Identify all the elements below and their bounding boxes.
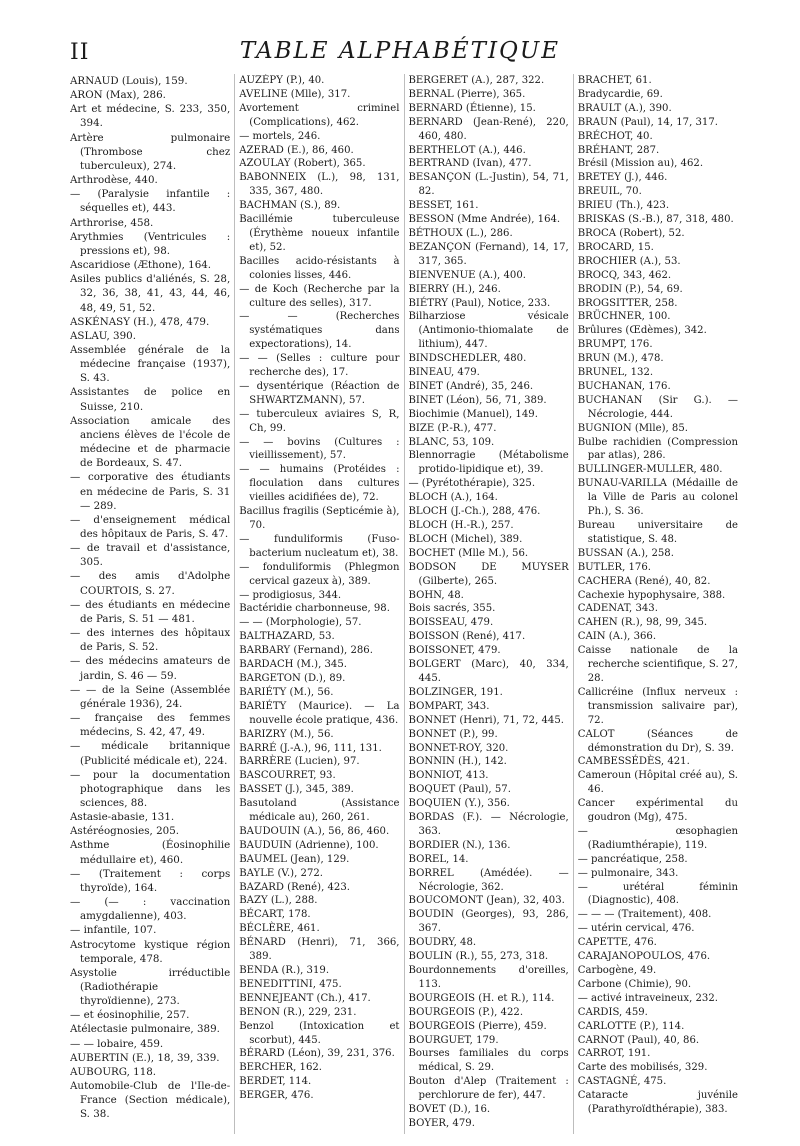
index-entry: BINDSCHEDLER, 480. bbox=[408, 353, 527, 365]
index-entry: Bacillémie tuberculeuse (Érythème noueux infantile et), 52. bbox=[239, 214, 400, 253]
index-entry: — pancréatique, 258. bbox=[577, 853, 688, 865]
index-entry: BONNET (P.), 99. bbox=[408, 728, 498, 740]
index-entry: Blennorragie (Métabolisme protido-lipidique et), 39. bbox=[408, 450, 569, 476]
index-entry: AUBERTIN (E.), 18, 39, 339. bbox=[70, 1051, 220, 1064]
index-entry: Asiles publics d'aliénés, S. 28, 32, 36, 38, 41, 43, 44, 46, 48, 49, 51, 52. bbox=[70, 273, 231, 314]
index-entry: Avortement criminel (Complications), 462. bbox=[239, 102, 400, 128]
index-entry: BEZANÇON (Fernand), 14, 17, 317, 365. bbox=[408, 241, 569, 267]
index-entry: — des amis d'Adolphe COURTOIS, S. 27. bbox=[70, 570, 231, 597]
index-entry: Bureau universitaire de statistique, S. 48. bbox=[577, 520, 738, 545]
index-entry: BROCARD, 15. bbox=[577, 241, 654, 253]
index-entry: — fonduliformis (Phlegmon cervical gazeux à), 389. bbox=[239, 561, 400, 587]
index-entry: ARON (Max), 286. bbox=[70, 89, 166, 102]
index-entry: BERNARD (Étienne), 15. bbox=[408, 102, 536, 114]
index-entry: CARROT, 191. bbox=[577, 1048, 651, 1060]
index-entry: BOISSEAU, 479. bbox=[408, 617, 494, 629]
index-entry: BÉTHOUX (L.), 286. bbox=[408, 227, 513, 239]
index-entry: Bactéridie charbonneuse, 98. bbox=[239, 603, 390, 615]
index-entry: — funduliformis (Fuso-bacterium nucleatum et), 38. bbox=[239, 533, 400, 559]
index-entry: BERNAL (Pierre), 365. bbox=[408, 88, 526, 100]
index-entry: BESANÇON (L.-Justin), 54, 71, 82. bbox=[408, 172, 569, 198]
index-entry: BAUMEL (Jean), 129. bbox=[239, 853, 350, 865]
index-entry: — (— : vaccination amygdalienne), 403. bbox=[70, 896, 231, 923]
index-entry: BINET (André), 35, 246. bbox=[408, 380, 534, 392]
index-entry: Cataracte juvénile (Parathyroïdthérapie), 383. bbox=[577, 1090, 738, 1116]
index-entry: CASTAGNÉ, 475. bbox=[577, 1076, 667, 1088]
index-entry: BOUDIN (Georges), 93, 286, 367. bbox=[408, 909, 569, 935]
index-entry: — (Traitement : corps thyroïde), 164. bbox=[70, 867, 231, 894]
index-entry: BRIEU (Th.), 423. bbox=[577, 200, 670, 212]
index-entry: Bois sacrés, 355. bbox=[408, 603, 496, 615]
index-entry: CARAJANOPOULOS, 476. bbox=[577, 951, 711, 963]
index-entry: BORDAS (F.). — Nécrologie, 363. bbox=[408, 812, 569, 837]
index-entry: BERTHELOT (A.), 446. bbox=[408, 144, 526, 156]
index-column-1 bbox=[70, 74, 230, 1134]
index-entry: BRAULT (A.), 390. bbox=[577, 102, 672, 114]
index-entry: — de travail et d'assistance, 305. bbox=[70, 542, 231, 569]
index-entry: Asystolie irréductible (Radiothérapie thyroïdienne), 273. bbox=[70, 966, 231, 1008]
index-column-3 bbox=[404, 74, 569, 1134]
index-entry: BARDACH (M.), 345. bbox=[239, 659, 347, 671]
index-entry: BESSON (Mme Andrée), 164. bbox=[408, 214, 561, 226]
index-entry: CAHEN (R.), 98, 99, 345. bbox=[577, 617, 708, 629]
index-entry: CAIN (A.), 366. bbox=[577, 631, 657, 643]
index-entry: Cameroun (Hôpital créé au), S. 46. bbox=[577, 770, 738, 796]
index-entry: CALOT (Séances de démonstration du Dr), S. 39. bbox=[577, 728, 738, 754]
index-entry: Bacilles acido-résistants à colonies lisses, 446. bbox=[239, 255, 400, 281]
index-entry: BLOCH (A.), 164. bbox=[408, 492, 498, 504]
index-entry: — — bovins (Cultures : vieillissement), 57. bbox=[239, 436, 400, 462]
index-entry: Bradycardie, 69. bbox=[577, 88, 663, 100]
index-entry: BAZARD (René), 423. bbox=[239, 881, 350, 893]
index-entry: Automobile-Club de l'Ile-de-France (Section médicale), S. 38. bbox=[70, 1080, 231, 1121]
index-entry: BODSON DE MUYSER (Gilberte), 265. bbox=[408, 561, 569, 587]
index-entry: BENDA (R.), 319. bbox=[239, 965, 330, 976]
index-entry: — — (Morphologie), 57. bbox=[239, 617, 362, 629]
index-entry: BOQUET (Paul), 57. bbox=[408, 784, 511, 796]
index-entry: BLOCH (J.-Ch.), 288, 476. bbox=[408, 506, 541, 518]
index-entry: Carte des mobilisés, 329. bbox=[577, 1062, 708, 1074]
index-entry: Arythmies (Ventricules : pressions et), 98. bbox=[70, 230, 231, 257]
index-entry: BASSET (J.), 345, 389. bbox=[239, 784, 354, 796]
index-entry: Carbogène, 49. bbox=[577, 965, 657, 976]
index-entry: Asthme (Éosinophilie médullaire et), 460. bbox=[70, 839, 231, 866]
index-entry: — française des femmes médecins, S. 42, 47, 49. bbox=[70, 712, 231, 739]
index-entry: Artère pulmonaire (Thrombose chez tuberculeux), 274. bbox=[70, 131, 231, 172]
index-entry: BÉNARD (Henri), 71, 366, 389. bbox=[239, 937, 400, 963]
index-entry: BARBARY (Fernand), 286. bbox=[239, 645, 373, 657]
index-entry: BREUIL, 70. bbox=[577, 186, 642, 198]
index-entry: Astasie-abasie, 131. bbox=[70, 811, 175, 824]
index-entry: — de Koch (Recherche par la culture des selles), 317. bbox=[239, 283, 400, 309]
index-entry: AZOULAY (Robert), 365. bbox=[239, 158, 366, 170]
index-entry: ASLAU, 390. bbox=[70, 329, 136, 342]
index-entry: Caisse nationale de la recherche scientifique, S. 27, 28. bbox=[577, 645, 738, 684]
index-entry: BOREL, 14. bbox=[408, 853, 469, 865]
index-entry: Brûlures (Œdèmes), 342. bbox=[577, 325, 707, 337]
index-entry: CACHERA (René), 40, 82. bbox=[577, 575, 711, 587]
index-entry: BOUDRY, 48. bbox=[408, 937, 477, 949]
index-entry: BUGNION (Mlle), 85. bbox=[577, 422, 688, 434]
index-entry: — — — (Traitement), 408. bbox=[577, 909, 712, 921]
index-entry: BOMPART, 343. bbox=[408, 700, 490, 712]
index-entry: — — humains (Protéides : floculation dans cultures vieilles acidifiées de), 72. bbox=[239, 464, 400, 504]
index-entry: Bulbe rachidien (Compression par atlas), 286. bbox=[577, 436, 738, 462]
index-entry: BINEAU, 479. bbox=[408, 367, 480, 379]
index-entry: Assistantes de police en Suisse, 210. bbox=[70, 386, 231, 413]
index-entry: BORREL (Amédée). — Nécrologie, 362. bbox=[408, 867, 569, 893]
index-entry: BRETEY (J.), 446. bbox=[577, 172, 668, 184]
index-entry: BARIZRY (M.), 56. bbox=[239, 728, 334, 740]
index-entry: Astrocytome kystique région temporale, 478. bbox=[70, 938, 231, 965]
index-entry: CARNOT (Paul), 40, 86. bbox=[577, 1034, 700, 1046]
index-entry: Arthrorise, 458. bbox=[70, 216, 154, 229]
index-entry: — œsophagien (Radiumthérapie), 119. bbox=[577, 825, 738, 851]
index-entry: BRUN (M.), 478. bbox=[577, 353, 664, 365]
index-entry: CARLOTTE (P.), 114. bbox=[577, 1020, 685, 1032]
index-entry: BAUDOUIN (A.), 56, 86, 460. bbox=[239, 825, 390, 837]
index-entry: Basutoland (Assistance médicale au), 260, 261. bbox=[239, 798, 400, 824]
index-entry: BIZE (P.-R.), 477. bbox=[408, 422, 497, 434]
index-entry: BRÜCHNER, 100. bbox=[577, 311, 671, 323]
index-entry: BOQUIEN (Y.), 356. bbox=[408, 798, 510, 810]
index-entry: CAPETTE, 476. bbox=[577, 937, 657, 949]
index-entry: BAZY (L.), 288. bbox=[239, 895, 318, 907]
index-entry: BERGER, 476. bbox=[239, 1090, 314, 1102]
index-entry: BUNAU-VARILLA (Médaille de la Ville de Paris au colonel Ph.), S. 36. bbox=[577, 478, 738, 518]
index-entry: BENEDITTINI, 475. bbox=[239, 978, 342, 990]
index-entry: BOULIN (R.), 55, 273, 318. bbox=[408, 951, 549, 963]
index-entry: Art et médecine, S. 233, 350, 394. bbox=[70, 103, 231, 130]
running-head-title: TABLE ALPHABÉTIQUE bbox=[239, 38, 561, 64]
index-entry: — prodigiosus, 344. bbox=[239, 589, 342, 601]
index-entry: AZERAD (E.), 86, 460. bbox=[239, 144, 354, 156]
index-entry: BONNET-ROY, 320. bbox=[408, 742, 509, 754]
index-entry: Biochimie (Manuel), 149. bbox=[408, 408, 538, 420]
index-entry: — médicale britannique (Publicité médicale et), 224. bbox=[70, 740, 231, 767]
index-entry: BOLZINGER, 191. bbox=[408, 686, 503, 698]
index-entry: BROCA (Robert), 52. bbox=[577, 227, 685, 239]
index-entry: BIERRY (H.), 246. bbox=[408, 283, 501, 295]
index-entry: BONNET (Henri), 71, 72, 445. bbox=[408, 714, 564, 726]
index-entry: — tuberculeux aviaires S, R, Ch, 99. bbox=[239, 408, 400, 434]
index-entry: Atélectasie pulmonaire, 389. bbox=[70, 1023, 220, 1036]
index-entry: Callicréine (Influx nerveux : transmission salivaire par), 72. bbox=[577, 686, 738, 726]
index-entry: Astéréognosies, 205. bbox=[70, 825, 180, 838]
index-entry: Arthrodèse, 440. bbox=[70, 174, 158, 187]
index-entry: BRUNEL, 132. bbox=[577, 367, 654, 379]
index-entry: Bilharziose vésicale (Antimonio-thiomalate de lithium), 447. bbox=[408, 311, 569, 351]
index-column-4 bbox=[573, 74, 738, 1134]
index-entry: BOISSONET, 479. bbox=[408, 645, 501, 657]
index-columns bbox=[70, 74, 738, 1134]
index-entry: — des étudiants en médecine de Paris, S. 51 — 481. bbox=[70, 598, 231, 625]
index-entry: BORDIER (N.), 136. bbox=[408, 839, 511, 851]
index-entry: Bouton d'Alep (Traitement : perchlorure de fer), 447. bbox=[408, 1076, 569, 1102]
index-entry: — dysentérique (Réaction de SHWARTZMANN), 57. bbox=[239, 380, 400, 406]
index-entry: — des médecins amateurs de jardin, S. 46 — 59. bbox=[70, 655, 231, 682]
index-entry: BÉCLÈRE, 461. bbox=[239, 923, 320, 935]
index-entry: BUCHANAN, 176. bbox=[577, 380, 671, 392]
index-entry: ASKÉNASY (H.), 478, 479. bbox=[70, 315, 210, 328]
index-entry: BOISSON (René), 417. bbox=[408, 631, 526, 643]
index-column-2 bbox=[234, 74, 399, 1134]
index-entry: BRÉCHOT, 40. bbox=[577, 130, 653, 142]
index-entry: AUZÉPY (P.), 40. bbox=[239, 75, 325, 86]
index-entry: BUCHANAN (Sir G.). — Nécrologie, 444. bbox=[577, 394, 738, 420]
index-entry: BRACHET, 61. bbox=[577, 75, 652, 86]
index-entry: — — (Recherches systématiques dans expectorations), 14. bbox=[239, 311, 400, 351]
index-entry: BERNARD (Jean-René), 220, 460, 480. bbox=[408, 116, 569, 142]
index-entry: — urétéral féminin (Diagnostic), 408. bbox=[577, 881, 738, 907]
index-entry: BOURGEOIS (Pierre), 459. bbox=[408, 1020, 547, 1032]
index-entry: BERGERET (A.), 287, 322. bbox=[408, 75, 545, 86]
index-entry: BOYER, 479. bbox=[408, 1117, 475, 1129]
index-entry: BARRÈRE (Lucien), 97. bbox=[239, 756, 360, 768]
index-entry: BRAUN (Paul), 14, 17, 317. bbox=[577, 116, 718, 128]
index-entry: BLOCH (H.-R.), 257. bbox=[408, 520, 514, 531]
index-entry: BUSSAN (A.), 258. bbox=[577, 547, 674, 559]
index-entry: BOVET (D.), 16. bbox=[408, 1104, 491, 1116]
index-entry: — — (Selles : culture pour recherche des), 17. bbox=[239, 353, 400, 379]
index-entry: Association amicale des anciens élèves de l'école de médecine et de pharmacie de Bordeaux, S. 47. bbox=[70, 414, 231, 470]
index-entry: BARIÉTY (Maurice). — La nouvelle école pratique, 436. bbox=[239, 700, 400, 726]
index-entry: BUTLER, 176. bbox=[577, 561, 651, 573]
index-entry: Assemblée générale de la médecine française (1937), S. 43. bbox=[70, 343, 231, 385]
index-entry: BRISKAS (S.-B.), 87, 318, 480. bbox=[577, 214, 734, 226]
index-entry: — — lobaire, 459. bbox=[70, 1037, 164, 1050]
index-entry: — des internes des hôpitaux de Paris, S. 52. bbox=[70, 627, 231, 654]
index-entry: — — de la Seine (Assemblée générale 1936), 24. bbox=[70, 683, 231, 710]
index-entry: — (Pyrétothérapie), 325. bbox=[408, 478, 536, 490]
index-entry: BESSET, 161. bbox=[408, 200, 479, 212]
index-entry: BOHN, 48. bbox=[408, 589, 464, 601]
index-entry: BOURGEOIS (P.), 422. bbox=[408, 1006, 524, 1018]
index-entry: Ascaridiose (Æthone), 164. bbox=[70, 259, 212, 272]
index-entry: BULLINGER-MULLER, 480. bbox=[577, 464, 723, 476]
index-entry: BARRÉ (J.-A.), 96, 111, 131. bbox=[239, 742, 382, 754]
index-entry: Cancer expérimental du goudron (Mg), 475. bbox=[577, 798, 738, 824]
index-entry: BROCQ, 343, 462. bbox=[577, 269, 672, 281]
index-entry: — corporative des étudiants en médecine de Paris, S. 31 — 289. bbox=[70, 471, 231, 512]
index-entry: BARGETON (D.), 89. bbox=[239, 672, 346, 684]
index-entry: — d'enseignement médical des hôpitaux de Paris, S. 47. bbox=[70, 513, 231, 540]
index-entry: BÉRARD (Léon), 39, 231, 376. bbox=[239, 1048, 395, 1060]
index-entry: — et éosinophilie, 257. bbox=[70, 1009, 190, 1022]
index-entry: BAUDUIN (Adrienne), 100. bbox=[239, 839, 379, 851]
index-entry: — (Paralysie infantile : séquelles et), 443. bbox=[70, 188, 231, 215]
index-entry: BRÉHANT, 287. bbox=[577, 144, 660, 156]
index-entry: BIÉTRY (Paul), Notice, 233. bbox=[408, 297, 551, 309]
index-entry: BERCHER, 162. bbox=[239, 1062, 323, 1074]
page-number: II bbox=[70, 40, 90, 65]
index-entry: CADENAT, 343. bbox=[577, 603, 658, 615]
index-entry: Cachexie hypophysaire, 388. bbox=[577, 589, 726, 601]
index-entry: — utérin cervical, 476. bbox=[577, 923, 695, 935]
index-entry: BABONNEIX (L.), 98, 131, 335, 367, 480. bbox=[239, 172, 400, 198]
index-entry: — infantile, 107. bbox=[70, 924, 157, 937]
index-entry: BINET (Léon), 56, 71, 389. bbox=[408, 394, 547, 406]
index-entry: BROCHIER (A.), 53. bbox=[577, 255, 681, 267]
index-entry: Bourses familiales du corps médical, S. 29. bbox=[408, 1048, 569, 1074]
index-entry: — pulmonaire, 343. bbox=[577, 867, 679, 879]
index-entry: AVELINE (Mlle), 317. bbox=[239, 88, 351, 100]
index-entry: BALTHAZARD, 53. bbox=[239, 631, 335, 643]
index-entry: Brésil (Mission au), 462. bbox=[577, 158, 704, 170]
index-entry: BARIÉTY (M.), 56. bbox=[239, 686, 334, 698]
index-entry: Benzol (Intoxication et scorbut), 445. bbox=[239, 1020, 400, 1046]
index-entry: BERDET, 114. bbox=[239, 1076, 312, 1088]
index-entry: Bourdonnements d'oreilles, 113. bbox=[408, 965, 569, 990]
index-entry: BOLGERT (Marc), 40, 334, 445. bbox=[408, 659, 569, 684]
index-entry: BONNIN (H.), 142. bbox=[408, 756, 507, 768]
index-entry: BRODIN (P.), 54, 69. bbox=[577, 283, 683, 295]
index-entry: AUBOURG, 118. bbox=[70, 1065, 157, 1078]
index-entry: BENON (R.), 229, 231. bbox=[239, 1006, 357, 1018]
index-entry: BOUCOMONT (Jean), 32, 403. bbox=[408, 895, 565, 907]
index-entry: — mortels, 246. bbox=[239, 130, 321, 142]
index-entry: BIENVENUE (A.), 400. bbox=[408, 269, 526, 281]
index-entry: — pour la documentation photographique dans les sciences, 88. bbox=[70, 768, 231, 809]
index-entry: BONNIOT, 413. bbox=[408, 770, 489, 782]
index-entry: BOURGUET, 179. bbox=[408, 1034, 499, 1046]
index-entry: BACHMAN (S.), 89. bbox=[239, 200, 341, 212]
index-entry: BERTRAND (Ivan), 477. bbox=[408, 158, 532, 170]
index-entry: BLOCH (Michel), 389. bbox=[408, 533, 523, 545]
index-entry: BAYLE (V.), 272. bbox=[239, 867, 323, 879]
index-entry: Carbone (Chimie), 90. bbox=[577, 978, 692, 990]
index-entry: — activé intraveineux, 232. bbox=[577, 992, 718, 1004]
index-entry: BASCOURRET, 93. bbox=[239, 770, 336, 782]
index-entry: BOCHET (Mlle M.), 56. bbox=[408, 547, 529, 559]
index-entry: BOURGEOIS (H. et R.), 114. bbox=[408, 992, 555, 1004]
index-entry: CARDIS, 459. bbox=[577, 1006, 648, 1018]
index-entry: BROGSITTER, 258. bbox=[577, 297, 678, 309]
index-entry: Bacillus fragilis (Septicémie à), 70. bbox=[239, 506, 400, 531]
index-entry: BRUMPT, 176. bbox=[577, 339, 653, 351]
index-entry: BÉCART, 178. bbox=[239, 909, 311, 921]
index-entry: BLANC, 53, 109. bbox=[408, 436, 495, 448]
index-entry: CAMBESSÉDÈS, 421. bbox=[577, 756, 690, 768]
index-entry: ARNAUD (Louis), 159. bbox=[70, 75, 188, 87]
index-entry: BENNEJEANT (Ch.), 417. bbox=[239, 992, 371, 1004]
